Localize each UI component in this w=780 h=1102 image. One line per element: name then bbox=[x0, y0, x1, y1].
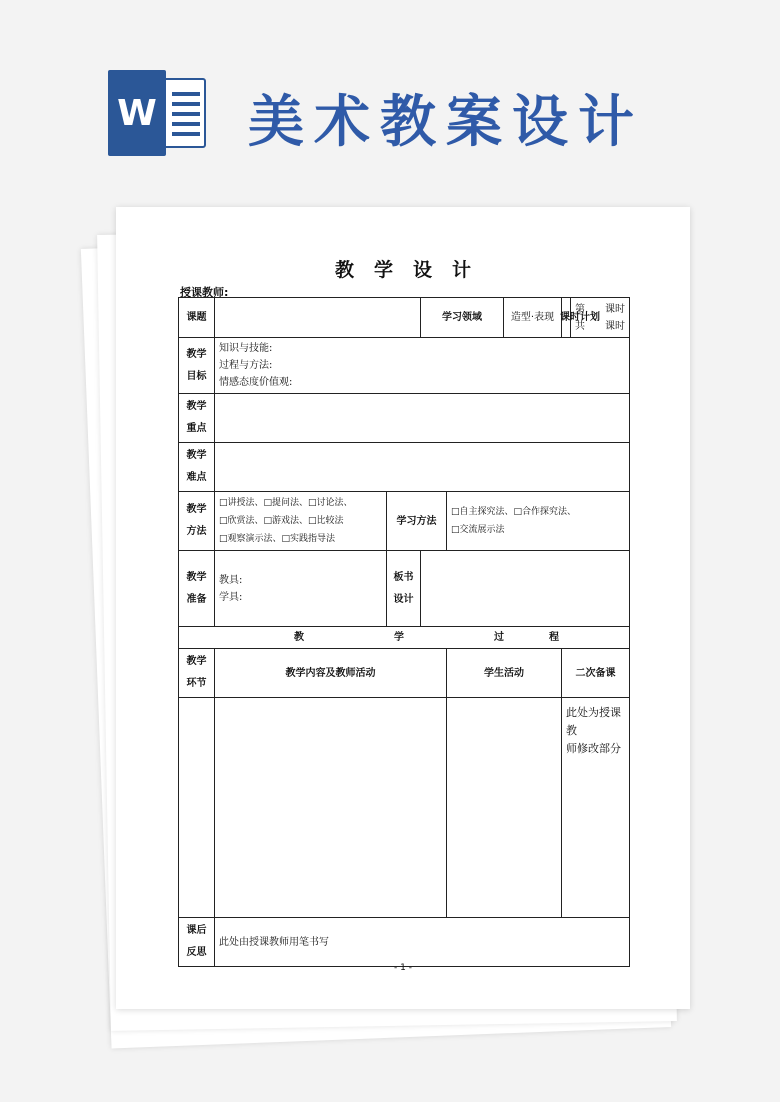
row-process-heading bbox=[179, 627, 630, 649]
row-process-body bbox=[179, 698, 630, 918]
teacher-label: 授课教师: bbox=[180, 286, 229, 299]
goal-item: 情感态度价值观: bbox=[219, 377, 293, 388]
preparation-items bbox=[215, 551, 387, 627]
area-value: 造型·表现 bbox=[504, 298, 562, 338]
area-label: 学习领域 bbox=[421, 298, 504, 338]
topic-label: 课题 bbox=[179, 298, 215, 338]
lesson-count bbox=[571, 298, 630, 338]
process-char: 教 bbox=[294, 632, 304, 643]
page-title: 美术教案设计 bbox=[248, 90, 644, 155]
document-title: 教学设计 bbox=[334, 259, 491, 281]
goal-item: 过程与方法: bbox=[219, 360, 273, 371]
study-method-line: □自主探究法、□合作探究法、 bbox=[451, 507, 577, 517]
header bbox=[0, 0, 780, 200]
study-method-line: □交流展示法 bbox=[451, 525, 505, 535]
lesson-plan-table bbox=[178, 297, 630, 967]
prep-item: 学具: bbox=[219, 591, 243, 603]
word-icon bbox=[108, 70, 208, 156]
plan-label: 课时计划 bbox=[562, 298, 571, 338]
board-design-label: 板书 设计 bbox=[387, 551, 421, 627]
row-topic bbox=[179, 298, 630, 338]
study-methods-label: 学习方法 bbox=[387, 492, 447, 551]
row-reflection bbox=[179, 918, 630, 967]
methods-label: 教学 方法 bbox=[179, 492, 215, 551]
topic-value[interactable] bbox=[215, 298, 421, 338]
process-char: 程 bbox=[549, 632, 559, 643]
board-design-value[interactable] bbox=[421, 551, 630, 627]
prep-item: 教具: bbox=[219, 574, 243, 586]
watermark: ​ bbox=[32, 110, 40, 135]
method-line: □观察演示法、□实践指导法 bbox=[219, 534, 336, 544]
row-methods bbox=[179, 492, 630, 551]
row-column-headers bbox=[179, 649, 630, 698]
stage-cell[interactable] bbox=[179, 698, 215, 918]
row-goals bbox=[179, 338, 630, 394]
process-char: 过 bbox=[494, 632, 504, 643]
process-heading bbox=[179, 627, 630, 649]
revise-cell: 此处为授课教 师修改部分 bbox=[562, 698, 630, 918]
methods-options bbox=[215, 492, 387, 551]
reflection-note: 此处由授课教师用笔书写 bbox=[215, 918, 630, 967]
key-points-value[interactable] bbox=[215, 394, 630, 443]
content-cell[interactable] bbox=[215, 698, 447, 918]
study-methods-options bbox=[447, 492, 630, 551]
key-points-label: 教学 重点 bbox=[179, 394, 215, 443]
difficulties-label: 教学 难点 bbox=[179, 443, 215, 492]
goals-label: 教学 目标 bbox=[179, 338, 215, 394]
goals-content bbox=[215, 338, 630, 394]
content-header: 教学内容及教师活动 bbox=[215, 649, 447, 698]
page-number: - 1 - bbox=[394, 963, 412, 973]
process-char: 学 bbox=[394, 632, 404, 643]
row-key-points bbox=[179, 394, 630, 443]
word-icon-letter: W bbox=[108, 70, 166, 156]
stage-header: 教学 环节 bbox=[179, 649, 215, 698]
method-line: □欣赏法、□游戏法、□比较法 bbox=[219, 516, 344, 526]
goal-item: 知识与技能: bbox=[219, 343, 273, 354]
reflection-label: 课后 反思 bbox=[179, 918, 215, 967]
student-cell[interactable] bbox=[447, 698, 562, 918]
lesson-line-2: 共 课时 bbox=[575, 320, 625, 332]
preparation-label: 教学 准备 bbox=[179, 551, 215, 627]
row-difficulties bbox=[179, 443, 630, 492]
revise-header: 二次备课 bbox=[562, 649, 630, 698]
difficulties-value[interactable] bbox=[215, 443, 630, 492]
row-preparation bbox=[179, 551, 630, 627]
student-header: 学生活动 bbox=[447, 649, 562, 698]
method-line: □讲授法、□提问法、□讨论法、 bbox=[219, 498, 353, 508]
document-page bbox=[116, 207, 690, 1009]
lesson-line-1: 第 课时 bbox=[575, 303, 625, 315]
